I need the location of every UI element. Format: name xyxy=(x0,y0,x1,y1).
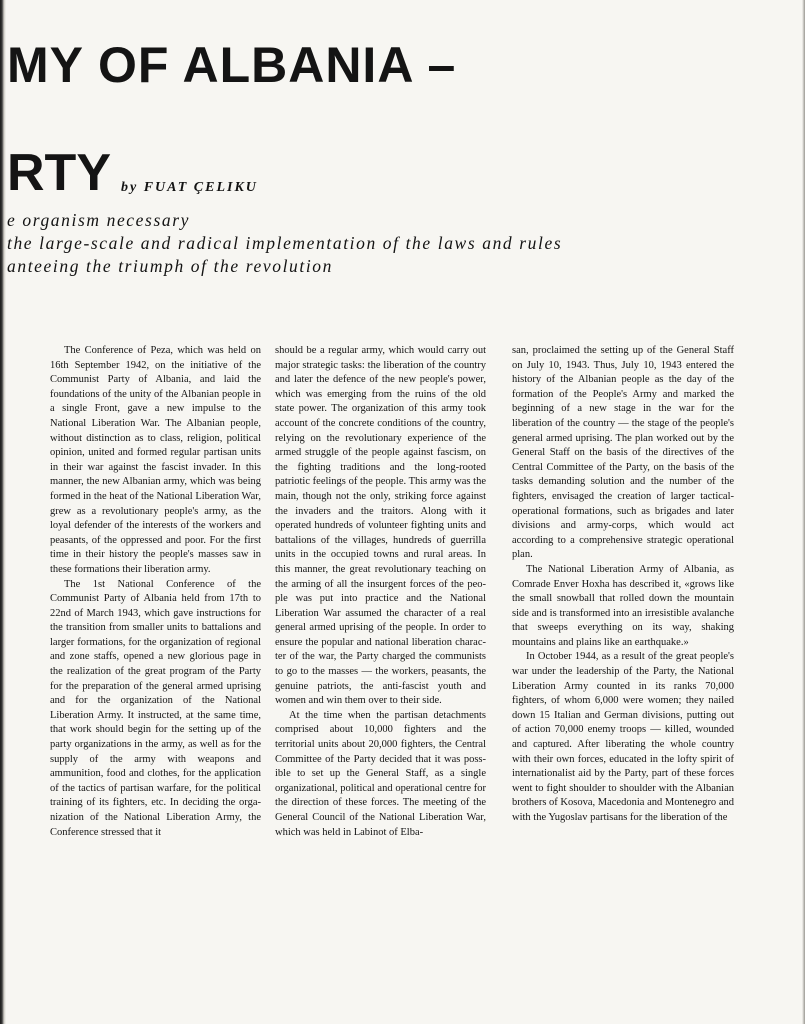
headline-line-1: MY OF ALBANIA – xyxy=(7,37,457,93)
subtitle-line-1: e organism necessary xyxy=(7,210,190,230)
article-column-3 xyxy=(512,344,734,826)
paragraph: At the time when the partisan detachments comprised about 10,000 fighters and the territorial units about 20,000 fighters, the Central Committee of the Party decided that it was possible to set up the General Staff, as a single organizational, political and operational centre for the direction of these forces. The meeting of the General Council of the National Liberation War, which was held in Labinot of Elba- xyxy=(275,709,486,838)
subtitle-line-3: anteeing the triumph of the revolution xyxy=(7,256,334,276)
paragraph: The National Liberation Army of Albania, as Comrade Enver Hoxha has described it, «grows like the small snowball that rolled down the mountain side and is transformed into an irresistible avalanche that sweeps everything on its way, shaking mountains and plains like an earthquake.» xyxy=(512,563,734,648)
paragraph: should be a regular army, which would carry out major strategic tasks: the liberation of the country and later the defence of the new people's power, which was emerging from the ruins of the old state power. The organization of this army took account of the concrete conditions of the country, relying on the revolutionary experience of the armed struggle of the people against fascism, on the fighting traditions and the long-rooted patriotic feelings of the people. This army was the main, though not the only, striking force against the invaders and the traitors. Along with it operated hundreds of volunteer fighting units and battalions of the villages, hundreds of guerrilla units in the occupied towns and rural areas. In this manner, the great revolutionary teaching on the arming of all the insurgent forces of the people was put into practice and the National Liberation War assumed the character of a real general armed uprising of the people. In order to ensure the popular and national liberation character of the war, the Party charged the communists to go to the masses — the workers, peasants, the genuine patriots, the anti-fascist youth and women and win them over to their side. xyxy=(275,345,486,707)
paragraph: The Conference of Peza, which was held on 16th September 1942, on the initiative of the Communist Party of Albania, and laid the foundations of the unity of the Albanian people in a single Front, gave a new impulse to the National Liberation War. The Albanian people, without distinction as to class, religion, political opinion, united and formed regular partisan units in their war against the fascist invader. In this manner, the new Albanian army, which was being formed in the heat of the National Liberation War, grew as a revolutionary people's army, as the loyal defender of the interests of the workers and peasants, of the oppressed and poor. For the first time in their history the people's masses saw in these formations their liberation army. xyxy=(50,345,261,575)
article-column-2 xyxy=(275,344,486,840)
paragraph: san, proclaimed the setting up of the General Staff on July 10, 1943. Thus, July 10, 1943 entered the history of the Albanian people as the day of the formation of the People's Army and marked the beginning of a new stage in the war for the liberation of the country — the stage of the people's general armed uprising. The plan worked out by the General Staff on the basis of the directives of the Central Committee of the Party, on the basis of the tasks demanding solution and the number of the fighters, envisaged the creation of larger tactical-operational formations, such as brigades and later divisions and army-corps, which would act according to a comprehensive strategic operational plan. xyxy=(512,345,734,561)
subtitle-line-2: the large-scale and radical implementation of the laws and rules xyxy=(7,233,563,253)
headline-line-2: RTY xyxy=(7,144,111,202)
page-binding-edge xyxy=(0,0,6,1024)
paragraph: The 1st National Conference of the Communist Party of Albania held from 17th to 22nd of March 1943, which gave instructions for the transition from smaller units to battalions and larger formations, for the organization of regional and zone staffs, opened a new glorious page in the realization of the great program of the Party for the preparation of the general armed uprising and for the organization of the National Liberation Army. It instructed, at the same time, that work should begin for the setting up of the party organizations in the army, as well as for the supply of the army with weapons and ammunition, food and clothes, for the application of the tactics of partisan warfare, for the political training of its fighters, etc. In deciding the organization of the National Liberation Army, the Conference stressed that it xyxy=(50,578,261,838)
subtitle xyxy=(7,209,797,278)
article-column-1 xyxy=(50,344,261,840)
paragraph: In October 1944, as a result of the great people's war under the leadership of the Party, the National Liberation Army counted in its ranks 70,000 fighters, of whom 6,000 were women; they nailed down 15 Italian and German divisions, putting out of action 70,000 enemy troops — killed, wounded and captured. After liberating the whole country with their own forces, educated in the lofty spirit of internationalist aid by the Party, part of these forces went to fight shoulder to shoulder with the Albanian brothers of Kosova, Macedonia and Montenegro and with the Yugoslav partisans for the liberation of the xyxy=(512,651,734,823)
author-byline: by FUAT ÇELIKU xyxy=(121,180,258,195)
